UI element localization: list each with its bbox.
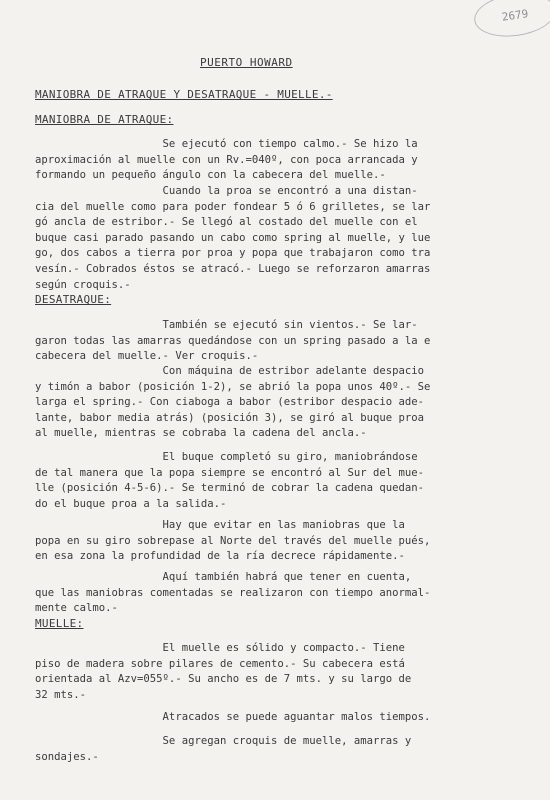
paragraph [35, 518, 515, 565]
text-line: popa en su giro sobrepase al Norte del través del muelle pués, [35, 534, 431, 547]
text-line: Atracados se puede aguantar malos tiempos. [35, 711, 431, 723]
paragraph [35, 318, 515, 365]
text-line: cia del muelle como para poder fondear 5 ó 6 grilletes, se lar [35, 200, 431, 213]
text-line: cabecera del muelle.- Ver croquis.- [35, 350, 259, 363]
text-line: go, dos cabos a tierra por proa y popa que trabajaron como tra [35, 247, 431, 260]
main-heading: MANIOBRA DE ATRAQUE Y DESATRAQUE - MUELLE.- [35, 88, 333, 101]
text-line: Se ejecutó con tiempo calmo.- Se hizo la [35, 138, 418, 150]
text-line: mente calmo.- [35, 602, 118, 615]
paragraph [35, 710, 515, 726]
text-line: al muelle, mientras se cobraba la cadena del ancla.- [35, 427, 367, 440]
section-heading-muelle: MUELLE: [35, 617, 84, 630]
section-heading-desatraque: DESATRAQUE: [35, 293, 112, 306]
text-line: 32 mts.- [35, 688, 87, 701]
text-line: Hay que evitar en las maniobras que la [35, 519, 405, 531]
text-line: aproximación al muelle con un Rv.=040º, con poca arrancada y [35, 153, 418, 166]
text-line: y timón a babor (posición 1-2), se abrió la popa unos 40º.- Se [35, 380, 431, 393]
paragraph [35, 137, 515, 184]
paragraph [35, 364, 515, 442]
text-line: buque casi parado pasando un cabo como spring al muelle, y lue [35, 231, 431, 244]
text-line: sondajes.- [35, 750, 99, 763]
paragraph [35, 641, 515, 703]
paragraph [35, 184, 515, 293]
document-title: PUERTO HOWARD [200, 56, 293, 69]
text-line: formando un pequeño ángulo con la cabecera del muelle.- [35, 169, 386, 182]
text-line: Cuando la proa se encontró a una distan- [35, 185, 418, 197]
text-line: larga el spring.- Con ciaboga a babor (estribor despacio ade- [35, 396, 425, 409]
text-line: El buque completó su giro, maniobrándose [35, 451, 418, 463]
text-line: do el buque proa a la salida.- [35, 497, 227, 510]
text-line: orientada al Azv=055º.- Su ancho es de 7 mts. y su largo de [35, 673, 412, 686]
text-line: lle (posición 4-5-6).- Se terminó de cobrar la cadena quedan- [35, 482, 425, 495]
text-line: que las maniobras comentadas se realizaron con tiempo anormal- [35, 586, 431, 599]
paragraph [35, 734, 515, 765]
text-line: piso de madera sobre pilares de cemento.- Su cabecera está [35, 657, 405, 670]
text-line: El muelle es sólido y compacto.- Tiene [35, 642, 405, 654]
text-line: Con máquina de estribor adelante despacio [35, 365, 425, 377]
text-line: garon todas las amarras quedándose con un spring pasado a la e [35, 334, 431, 347]
archive-stamp [471, 0, 550, 42]
text-line: según croquis.- [35, 278, 131, 291]
text-line: También se ejecutó sin vientos.- Se lar- [35, 319, 418, 331]
text-line: de tal manera que la popa siempre se encontró al Sur del mue- [35, 466, 425, 479]
text-line: en esa zona la profundidad de la ría decrece rápidamente.- [35, 550, 405, 563]
section-heading-atraque: MANIOBRA DE ATRAQUE: [35, 113, 174, 126]
text-line: Aquí también habrá que tener en cuenta, [35, 571, 412, 583]
archive-stamp-number: 2679 [500, 6, 530, 24]
text-line: vesín.- Cobrados éstos se atracó.- Luego se reforzaron amarras [35, 262, 431, 275]
paragraph [35, 570, 515, 617]
text-line: lante, babor media atrás) (posición 3), se giró al buque proa [35, 411, 425, 424]
paragraph [35, 450, 515, 512]
text-line: gó ancla de estribor.- Se llegó al costado del muelle con el [35, 216, 418, 229]
text-line: Se agregan croquis de muelle, amarras y [35, 735, 412, 747]
